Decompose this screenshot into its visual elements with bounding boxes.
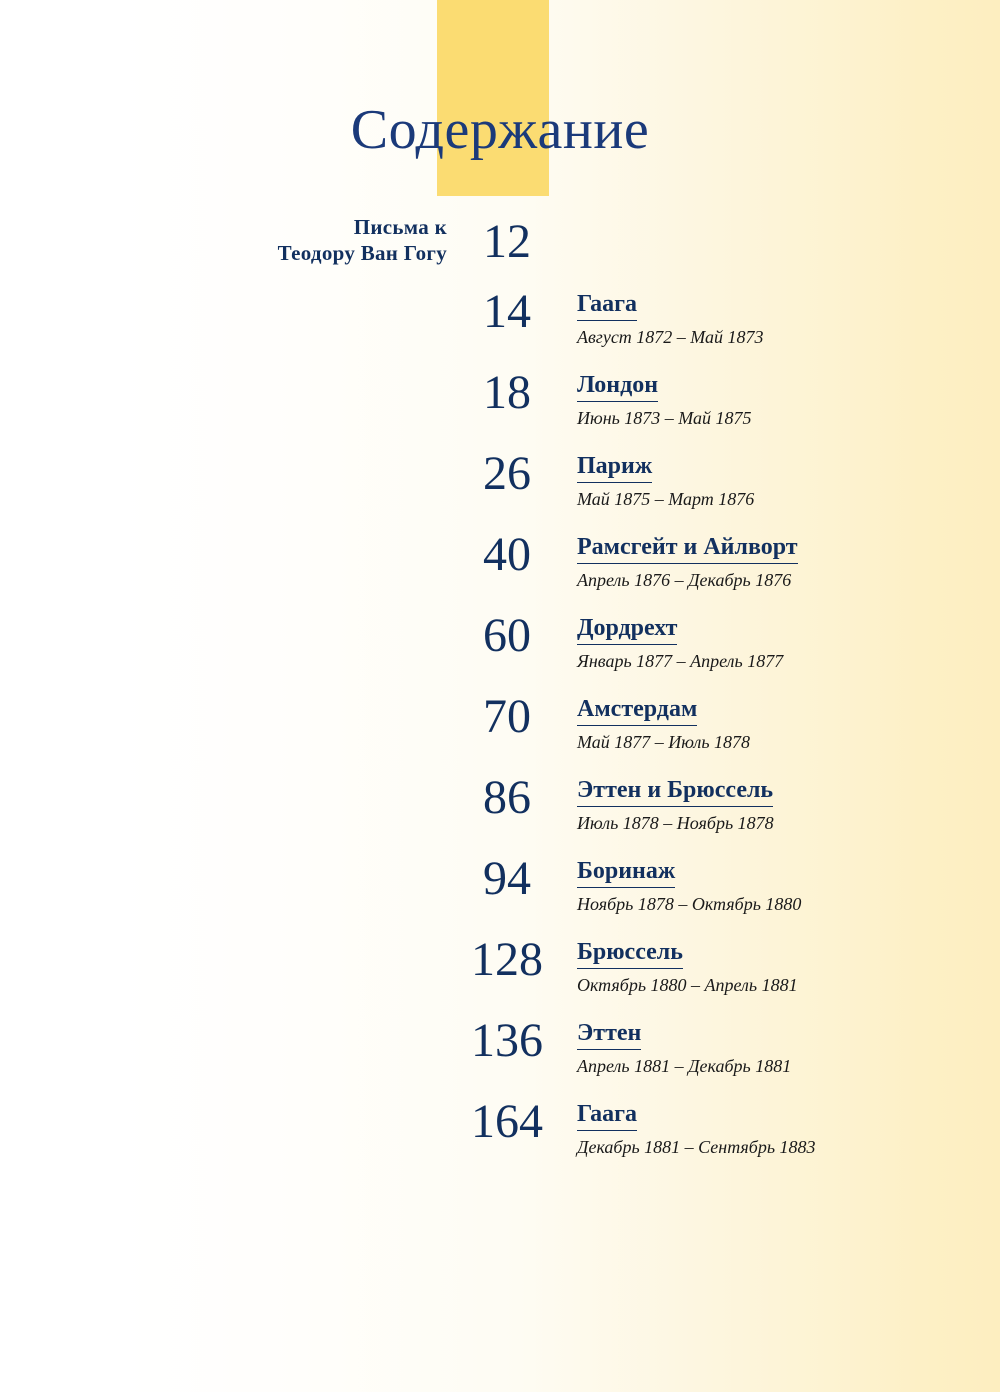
toc-entry-place[interactable]: Дордрехт [577, 613, 677, 645]
toc-row [0, 1015, 1000, 1078]
toc-row [0, 772, 1000, 835]
toc-row [0, 691, 1000, 754]
toc-entry-dates: Май 1875 – Март 1876 [577, 489, 755, 509]
toc-row [0, 448, 1000, 511]
toc-row-left-label [0, 1096, 447, 1100]
toc-page-number[interactable]: 128 [471, 933, 543, 986]
toc-entry-dates: Август 1872 – Май 1873 [577, 327, 764, 347]
toc-row-left-label [0, 610, 447, 614]
toc-row-left-label [0, 772, 447, 776]
toc-entry-dates: Май 1877 – Июль 1878 [577, 732, 751, 752]
toc-row [0, 529, 1000, 592]
toc-row-left-label [0, 448, 447, 452]
page-title: Содержание [350, 99, 650, 161]
toc-entry [567, 853, 801, 916]
toc-page-number[interactable]: 60 [483, 609, 531, 662]
toc-entry-place[interactable]: Гаага [577, 289, 637, 321]
section-entry-empty [567, 210, 577, 265]
toc-page-number[interactable]: 40 [483, 528, 531, 581]
toc-list [0, 210, 1000, 1177]
toc-row-left-label [0, 853, 447, 857]
toc-row [0, 853, 1000, 916]
toc-entry-place[interactable]: Амстердам [577, 694, 697, 726]
toc-entry-dates: Октябрь 1880 – Апрель 1881 [577, 975, 798, 995]
toc-row [0, 367, 1000, 430]
toc-row-left-label [0, 934, 447, 938]
toc-entry-dates: Декабрь 1881 – Сентябрь 1883 [577, 1137, 816, 1157]
toc-entry-place[interactable]: Боринаж [577, 856, 675, 888]
toc-row-left-label [0, 367, 447, 371]
toc-entry-dates: Ноябрь 1878 – Октябрь 1880 [577, 894, 802, 914]
toc-row [0, 1096, 1000, 1159]
toc-row-left-label [0, 1015, 447, 1019]
toc-entry-dates: Июнь 1873 – Май 1875 [577, 408, 752, 428]
toc-entry [567, 934, 798, 997]
toc-page-number[interactable]: 94 [483, 852, 531, 905]
toc-entry-place[interactable]: Эттен и Брюссель [577, 775, 773, 807]
toc-entry [567, 367, 752, 430]
section-page-number[interactable]: 12 [483, 215, 531, 268]
toc-page-number[interactable]: 86 [483, 771, 531, 824]
section-label-line-2: Теодору Ван Гогу [277, 241, 447, 265]
toc-entry-place[interactable]: Брюссель [577, 937, 683, 969]
section-label-line-1: Письма к [353, 215, 447, 239]
toc-section-header-row [0, 210, 1000, 268]
toc-entry-dates: Январь 1877 – Апрель 1877 [577, 651, 784, 671]
toc-entry-place[interactable]: Эттен [577, 1018, 641, 1050]
toc-entry-place[interactable]: Рамсгейт и Айлворт [577, 532, 798, 564]
toc-entry-place[interactable]: Гаага [577, 1099, 637, 1131]
toc-page-number[interactable]: 70 [483, 690, 531, 743]
toc-page-number[interactable]: 26 [483, 447, 531, 500]
toc-entry [567, 691, 750, 754]
toc-page-number[interactable]: 14 [483, 285, 531, 338]
toc-entry-dates: Апрель 1876 – Декабрь 1876 [577, 570, 792, 590]
toc-row-left-label [0, 286, 447, 290]
toc-page-number[interactable]: 136 [471, 1014, 543, 1067]
toc-entry-place[interactable]: Париж [577, 451, 652, 483]
toc-row [0, 286, 1000, 349]
toc-entry-dates: Апрель 1881 – Декабрь 1881 [577, 1056, 792, 1076]
toc-row-left-label [0, 691, 447, 695]
toc-entry-place[interactable]: Лондон [577, 370, 658, 402]
toc-page-number[interactable]: 164 [471, 1095, 543, 1148]
toc-entry [567, 529, 798, 592]
toc-entry [567, 1096, 816, 1159]
toc-page-number[interactable]: 18 [483, 366, 531, 419]
toc-entry [567, 1015, 791, 1078]
toc-row-left-label [0, 529, 447, 533]
toc-entry [567, 610, 783, 673]
section-label [0, 210, 447, 266]
toc-entry [567, 772, 774, 835]
toc-row [0, 934, 1000, 997]
toc-entry-dates: Июль 1878 – Ноябрь 1878 [577, 813, 774, 833]
toc-entry [567, 286, 764, 349]
toc-row [0, 610, 1000, 673]
toc-entry [567, 448, 754, 511]
